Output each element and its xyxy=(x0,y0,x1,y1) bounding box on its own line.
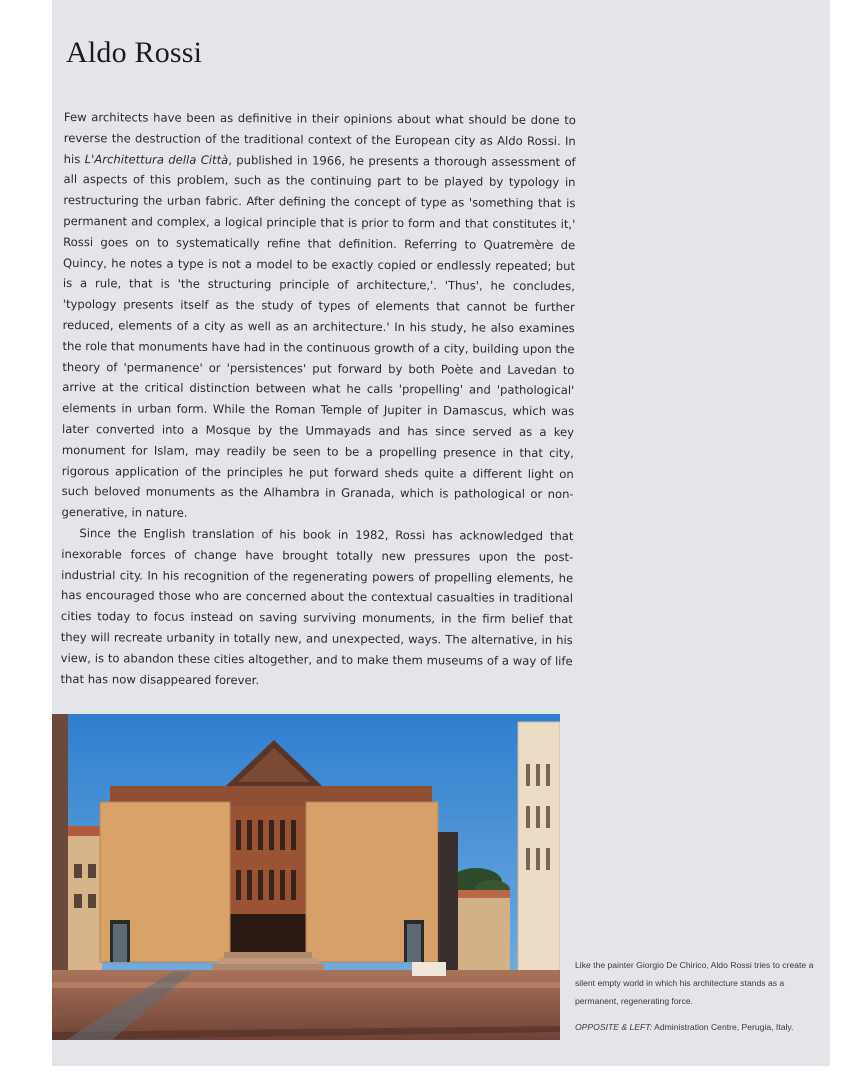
administration-centre-illustration xyxy=(52,714,560,1040)
paragraph-1-text-b: , published in 1966, he presents a thorough assessment of all aspects of this problem, such as the continuing part to be played by typology in restructuring the urban fabric. After defining the concept of type as 'something that is permanent and complex, a logical principle that is prior to form and that constitutes it,' Rossi goes on to systematically refine that definition. Referring to Quatremère de Quincy, he notes a type is not a model to be exactly copied or endlessly repeated; but is a rule, that is 'the structuring principle of architecture,'. 'Thus', he concludes, 'typology presents itself as the study of types of elements that cannot be further reduced, elements of a city as well as an architecture.' In his study, he also examines the role that monuments have had in the continuous growth of a city, building upon the theory of 'permanence' or 'persistences' put forward by both Poète and Lavedan to arrive at the critical distinction between what he calls 'propelling' and 'pathological' elements in urban form. While the Roman Temple of Jupiter in Damascus, which was later converted into a Mosque by the Ummayads and has since served as a key monument for Islam, may readily be seen to be a propelling presence in that city, rigorous application of the principles he put forward sheds quite a different light on such beloved monuments as the Alhambra in Granada, which is pathological or non-generative, in nature. xyxy=(61,152,576,520)
credit-text: Administration Centre, Perugia, Italy. xyxy=(652,1022,794,1032)
caption-text: Like the painter Giorgio De Chirico, Aldo Rossi tries to create a silent empty world in which his architecture stands as a permanent, regenerating force. xyxy=(575,960,814,1006)
credit-label: OPPOSITE & LEFT: xyxy=(575,1022,653,1032)
paragraph-1 xyxy=(61,107,576,526)
paragraph-2: Since the English translation of his book in 1982, Rossi has acknowledged that inexorable forces of change have brought totally new pressures upon the post-industrial city. In his recognition of the regenerating powers of propelling elements, he has encouraged those who are concerned about the contextual casualties in traditional cities today to focus instead on saving surviving monuments, in the firm belief that they will recreate urbanity in totally new, and unexpected, ways. The alternative, in his view, is to abandon these cities altogether, and to make them museums of a way of life that has now disappeared forever. xyxy=(60,526,574,687)
page-title: Aldo Rossi xyxy=(66,36,203,69)
book-page xyxy=(52,0,830,1066)
photo-credit xyxy=(575,1018,825,1036)
paragraph-1-text-a: Few architects have been as definitive in their opinions about what should be done to reverse the destruction of the traditional context of the European city as Aldo Rossi. In his xyxy=(63,109,576,166)
article-body xyxy=(60,107,576,692)
book-title: L'Architettura della Città xyxy=(84,151,229,167)
building-photo xyxy=(52,714,560,1040)
photo-caption xyxy=(575,956,825,1036)
